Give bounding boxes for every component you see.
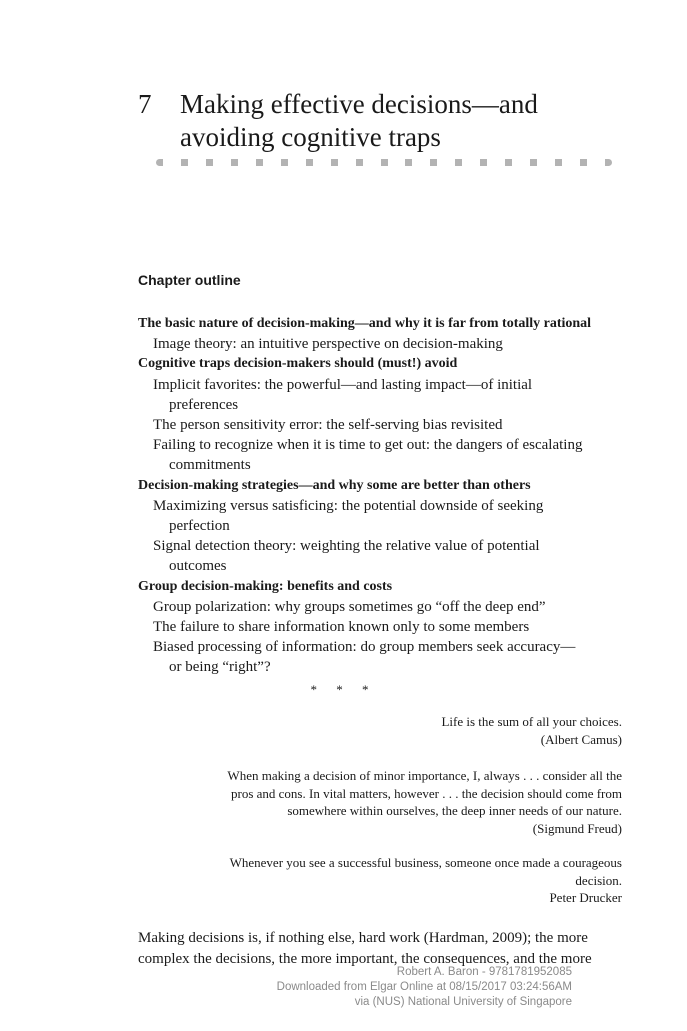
decorative-dot <box>381 159 388 166</box>
outline-section-heading: The basic nature of decision-making—and why it is far from totally rational <box>138 316 592 331</box>
outline-subsection: preferences <box>169 396 239 413</box>
outline-subsection: Maximizing versus satisficing: the potential downside of seeking <box>153 497 544 514</box>
decorative-dot <box>580 159 587 166</box>
decorative-dot <box>605 159 612 166</box>
outline-subsection: outcomes <box>169 558 227 575</box>
epigraph-camus <box>441 713 622 748</box>
decorative-dot <box>555 159 562 166</box>
outline-section-heading: Group decision-making: benefits and costs <box>138 578 393 594</box>
decorative-dot <box>430 159 437 166</box>
quote-text: Life is the sum of all your choices. <box>441 714 622 729</box>
decorative-dot <box>156 159 163 166</box>
decorative-dot <box>480 159 487 166</box>
decorative-dot <box>231 159 238 166</box>
outline-subsection: Group polarization: why groups sometimes go “off the deep end” <box>153 598 546 615</box>
decorative-dot <box>331 159 338 166</box>
chapter-title-text <box>180 88 640 154</box>
epigraph-freud <box>162 767 622 837</box>
decorative-dot-rule <box>156 159 612 169</box>
quote-text: Whenever you see a successful business, someone once made a courageous <box>229 855 622 870</box>
chapter-number: 7 <box>138 89 152 119</box>
decorative-dot <box>181 159 188 166</box>
quote-text: When making a decision of minor importance, I, always . . . consider all the <box>227 768 622 783</box>
section-separator: * * * <box>310 682 377 697</box>
body-paragraph <box>138 928 623 970</box>
epigraph-drucker <box>162 854 622 907</box>
quote-text: somewhere within ourselves, the deep inner needs of our nature. <box>287 803 622 818</box>
decorative-dot <box>256 159 263 166</box>
outline-subsection: or being “right”? <box>169 659 271 676</box>
chapter-title-line: Making effective decisions—and <box>180 89 538 119</box>
outline-subsection: The failure to share information known only to some members <box>153 619 530 636</box>
decorative-dot <box>206 159 213 166</box>
body-line: Making decisions is, if nothing else, hard work (Hardman, 2009); the more <box>138 930 588 946</box>
quote-text: decision. <box>575 872 622 888</box>
decorative-dot <box>306 159 313 166</box>
outline-subsection: perfection <box>169 518 230 535</box>
outline-subsection: commitments <box>169 457 251 474</box>
quote-author: (Sigmund Freud) <box>532 820 622 836</box>
outline-subsection: Biased processing of information: do group members seek accuracy— <box>153 639 576 656</box>
outline-subsection: Signal detection theory: weighting the relative value of potential <box>153 538 540 555</box>
outline-subsection: The person sensitivity error: the self-serving bias revisited <box>153 417 503 434</box>
quote-author: Peter Drucker <box>549 890 622 905</box>
decorative-dot <box>405 159 412 166</box>
chapter-title-line: avoiding cognitive traps <box>180 122 441 152</box>
quote-text: pros and cons. In vital matters, however . . . the decision should come from <box>231 785 622 801</box>
outline-subsection: Image theory: an intuitive perspective on decision-making <box>153 336 503 353</box>
watermark-line: Robert A. Baron - 9781781952085 <box>396 966 572 978</box>
decorative-dot <box>530 159 537 166</box>
watermark-line: Downloaded from Elgar Online at 08/15/2017 03:24:56AM <box>276 981 572 993</box>
outline-subsection: Failing to recognize when it is time to get out: the dangers of escalating <box>153 437 583 454</box>
outline-subsection: Implicit favorites: the powerful—and lasting impact—of initial <box>153 376 533 393</box>
quote-author: (Albert Camus) <box>540 731 622 747</box>
outline-heading: Chapter outline <box>138 272 241 288</box>
watermark-line: via (NUS) National University of Singapore <box>354 996 572 1008</box>
decorative-dot <box>281 159 288 166</box>
outline-section-heading: Cognitive traps decision-makers should (must!) avoid <box>138 356 458 372</box>
download-watermark <box>277 965 572 1010</box>
decorative-dot <box>356 159 363 166</box>
outline-section-heading: Decision-making strategies—and why some are better than others <box>138 477 531 493</box>
decorative-dot <box>505 159 512 166</box>
chapter-outline <box>138 314 628 678</box>
decorative-dot <box>455 159 462 166</box>
body-line: complex the decisions, the more important, the consequences, and the more <box>138 951 592 967</box>
